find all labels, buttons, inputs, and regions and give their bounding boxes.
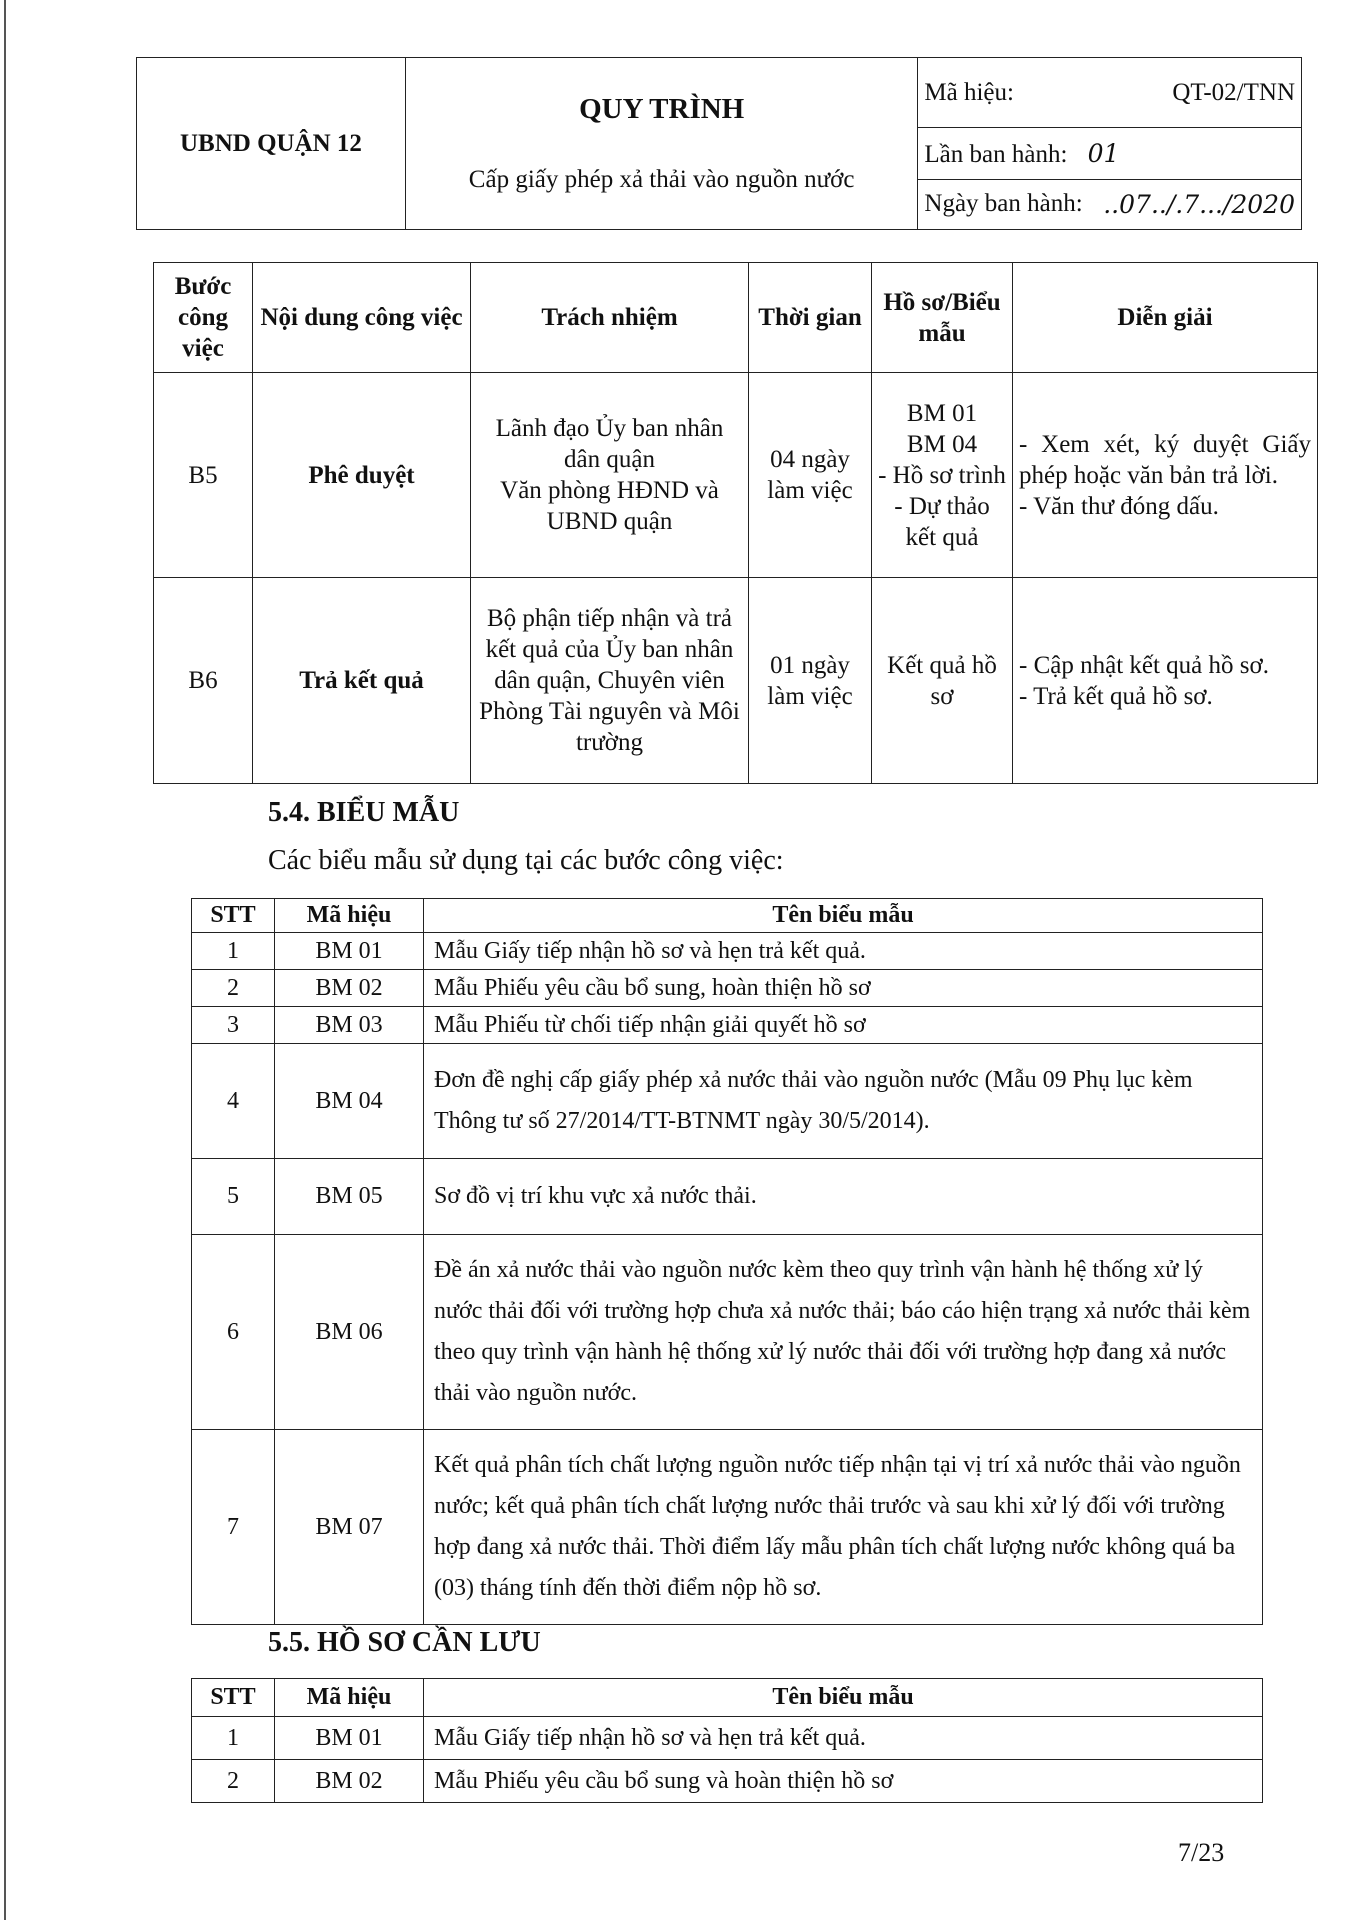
page-edge-line bbox=[4, 0, 6, 1920]
form-stt: 3 bbox=[192, 1007, 275, 1044]
step-docs: Kết quả hồ sơ bbox=[872, 578, 1013, 784]
section-records-heading: 5.5. HỒ SƠ CẦN LƯU bbox=[268, 1627, 541, 1658]
step-time: 01 ngày làm việc bbox=[749, 578, 872, 784]
col-header-name: Tên biểu mẫu bbox=[424, 899, 1263, 933]
col-header-stt: STT bbox=[192, 899, 275, 933]
form-row bbox=[192, 970, 1263, 1007]
step-row bbox=[154, 578, 1318, 784]
record-code: BM 02 bbox=[275, 1760, 424, 1803]
step-time: 04 ngày làm việc bbox=[749, 373, 872, 578]
col-header-content: Nội dung công việc bbox=[253, 263, 471, 373]
form-code: BM 05 bbox=[275, 1159, 424, 1235]
col-header-notes: Diễn giải bbox=[1013, 263, 1318, 373]
form-stt: 4 bbox=[192, 1044, 275, 1159]
notes-lines: - Xem xét, ký duyệt Giấy phép hoặc văn bản trả lời. - Văn thư đóng dấu. bbox=[1019, 430, 1311, 520]
procedure-title-cell bbox=[405, 58, 917, 230]
col-header-code: Mã hiệu bbox=[275, 1679, 424, 1717]
docs-lines: BM 01 BM 04 - Hồ sơ trình - Dự thảo kết quả bbox=[878, 399, 1006, 551]
section-forms-intro: Các biểu mẫu sử dụng tại các bước công việc: bbox=[268, 845, 784, 876]
form-name: Mẫu Phiếu yêu cầu bổ sung, hoàn thiện hồ sơ bbox=[424, 970, 1263, 1007]
form-stt: 7 bbox=[192, 1430, 275, 1625]
page-number: 7/23 bbox=[1178, 1838, 1225, 1867]
steps-header-row bbox=[154, 263, 1318, 373]
date-label: Ngày ban hành: bbox=[924, 190, 1083, 217]
col-header-code: Mã hiệu bbox=[275, 899, 424, 933]
edition-cell bbox=[918, 128, 1302, 180]
form-row bbox=[192, 933, 1263, 970]
col-header-name: Tên biểu mẫu bbox=[424, 1679, 1263, 1717]
records-header-row bbox=[192, 1679, 1263, 1717]
form-name: Đề án xả nước thải vào nguồn nước kèm theo quy trình vận hành hệ thống xử lý nước thải đối với trường hợp chưa xả nước thải; báo cáo hiện trạng xả nước thải kèm theo quy trình vận hành hệ thống xử lý nước thải đối với trường hợp đang xả nước thải vào nguồn nước. bbox=[424, 1235, 1263, 1430]
section-forms-heading: 5.4. BIỂU MẪU bbox=[268, 797, 460, 828]
code-label: Mã hiệu: bbox=[924, 78, 1014, 106]
step-content: Phê duyệt bbox=[253, 373, 471, 578]
step-row bbox=[154, 373, 1318, 578]
form-row bbox=[192, 1007, 1263, 1044]
records-table bbox=[191, 1678, 1263, 1803]
form-stt: 5 bbox=[192, 1159, 275, 1235]
notes-lines: - Cập nhật kết quả hồ sơ. - Trả kết quả hồ sơ. bbox=[1019, 651, 1269, 710]
date-value: ..07../.7.../2020 bbox=[1103, 190, 1295, 219]
edition-value: 01 bbox=[1087, 138, 1120, 168]
form-stt: 1 bbox=[192, 933, 275, 970]
form-code: BM 02 bbox=[275, 970, 424, 1007]
step-content: Trả kết quả bbox=[253, 578, 471, 784]
code-cell bbox=[918, 58, 1302, 128]
procedure-subtitle: Cấp giấy phép xả thải vào nguồn nước bbox=[468, 166, 855, 193]
record-name: Mẫu Phiếu yêu cầu bổ sung và hoàn thiện hồ sơ bbox=[424, 1760, 1263, 1803]
form-code: BM 06 bbox=[275, 1235, 424, 1430]
record-row bbox=[192, 1760, 1263, 1803]
form-name: Sơ đồ vị trí khu vực xả nước thải. bbox=[424, 1159, 1263, 1235]
organization-name: UBND QUẬN 12 bbox=[137, 58, 406, 230]
step-responsible bbox=[471, 373, 749, 578]
steps-table bbox=[153, 262, 1318, 784]
record-stt: 2 bbox=[192, 1760, 275, 1803]
form-name: Đơn đề nghị cấp giấy phép xả nước thải vào nguồn nước (Mẫu 09 Phụ lục kèm Thông tư số 27/2014/TT-BTNMT ngày 30/5/2014). bbox=[424, 1044, 1263, 1159]
col-header-time: Thời gian bbox=[749, 263, 872, 373]
record-stt: 1 bbox=[192, 1717, 275, 1760]
form-code: BM 04 bbox=[275, 1044, 424, 1159]
procedure-title: QUY TRÌNH bbox=[579, 93, 745, 125]
date-cell bbox=[918, 180, 1302, 230]
col-header-step: Bước công việc bbox=[154, 263, 253, 373]
form-code: BM 01 bbox=[275, 933, 424, 970]
forms-table bbox=[191, 898, 1263, 1625]
record-name: Mẫu Giấy tiếp nhận hồ sơ và hẹn trả kết quả. bbox=[424, 1717, 1263, 1760]
record-code: BM 01 bbox=[275, 1717, 424, 1760]
form-row bbox=[192, 1430, 1263, 1625]
step-docs bbox=[872, 373, 1013, 578]
form-stt: 6 bbox=[192, 1235, 275, 1430]
forms-header-row bbox=[192, 899, 1263, 933]
form-name: Kết quả phân tích chất lượng nguồn nước tiếp nhận tại vị trí xả nước thải vào nguồn nước; kết quả phân tích chất lượng nước thải trước và sau khi xử lý đối với trường hợp đang xả nước thải. Thời điểm lấy mẫu phân tích chất lượng nước không quá ba (03) tháng tính đến thời điểm nộp hồ sơ. bbox=[424, 1430, 1263, 1625]
document-header bbox=[136, 57, 1302, 230]
col-header-stt: STT bbox=[192, 1679, 275, 1717]
col-header-responsible: Trách nhiệm bbox=[471, 263, 749, 373]
step-notes bbox=[1013, 578, 1318, 784]
form-row bbox=[192, 1044, 1263, 1159]
step-id: B6 bbox=[154, 578, 253, 784]
form-stt: 2 bbox=[192, 970, 275, 1007]
form-code: BM 03 bbox=[275, 1007, 424, 1044]
form-row bbox=[192, 1235, 1263, 1430]
edition-label: Lần ban hành: bbox=[924, 140, 1068, 168]
form-name: Mẫu Giấy tiếp nhận hồ sơ và hẹn trả kết quả. bbox=[424, 933, 1263, 970]
step-responsible: Bộ phận tiếp nhận và trả kết quả của Ủy ban nhân dân quận, Chuyên viên Phòng Tài nguyên và Môi trường bbox=[471, 578, 749, 784]
form-code: BM 07 bbox=[275, 1430, 424, 1625]
col-header-docs: Hồ sơ/Biểu mẫu bbox=[872, 263, 1013, 373]
step-id: B5 bbox=[154, 373, 253, 578]
code-value: QT-02/TNN bbox=[1172, 78, 1295, 106]
form-name: Mẫu Phiếu từ chối tiếp nhận giải quyết hồ sơ bbox=[424, 1007, 1263, 1044]
step-notes bbox=[1013, 373, 1318, 578]
form-row bbox=[192, 1159, 1263, 1235]
record-row bbox=[192, 1717, 1263, 1760]
responsible-line: Lãnh đạo Ủy ban nhân dân quận Văn phòng HĐND và UBND quận bbox=[495, 415, 724, 535]
